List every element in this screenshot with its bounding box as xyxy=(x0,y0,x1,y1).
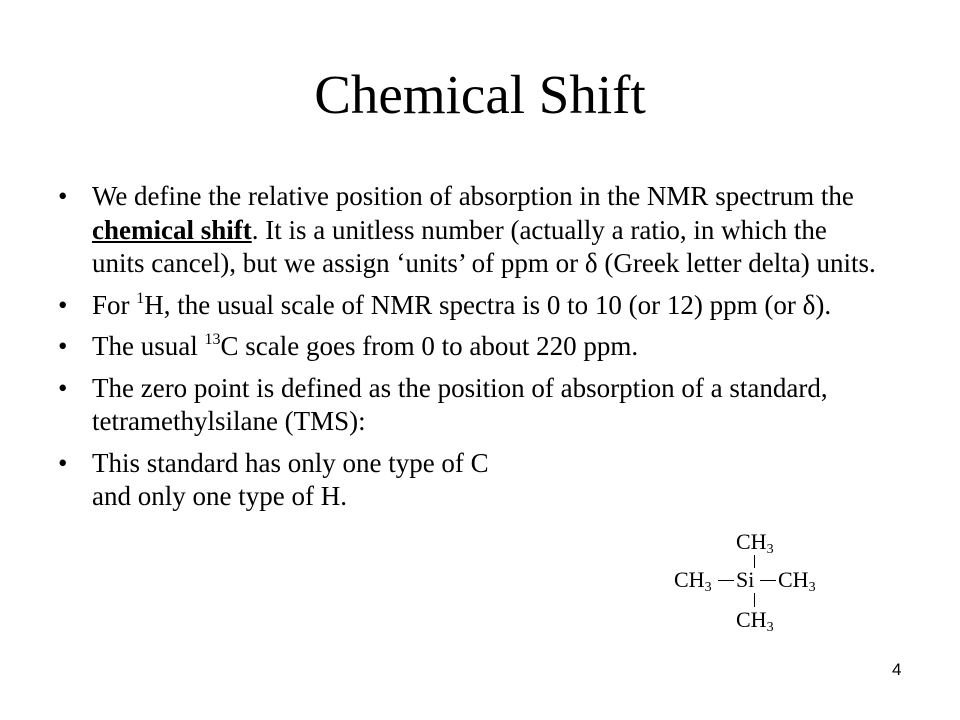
tms-right-bond xyxy=(760,580,776,581)
tms-bottom-bond xyxy=(754,593,755,607)
bullet-marker: • xyxy=(58,447,68,478)
bullet-item xyxy=(56,330,876,364)
bullet-list xyxy=(56,180,876,522)
tms-structure xyxy=(674,528,824,636)
bullet-text-segment: C scale goes from 0 to about 220 ppm. xyxy=(220,331,639,361)
bullet-text-segment: For xyxy=(92,289,137,320)
group-subscript: 3 xyxy=(766,620,774,635)
tms-right-methyl xyxy=(778,567,816,595)
group-subscript: 3 xyxy=(766,542,774,557)
tms-left-bond xyxy=(718,580,734,581)
group-label: CH xyxy=(736,529,767,554)
bullet-item xyxy=(56,447,532,514)
page-number: 4 xyxy=(892,660,902,679)
group-label: CH xyxy=(778,567,809,592)
tms-left-methyl xyxy=(674,567,712,595)
tms-bottom-methyl xyxy=(736,607,774,635)
group-label: CH xyxy=(736,607,767,632)
bullet-marker: • xyxy=(58,289,68,320)
bullet-text xyxy=(92,181,876,278)
isotope-superscript: 13 xyxy=(204,331,221,348)
bullet-text-segment: H, the usual scale of NMR spectra is 0 to 10 (or 12) ppm (or δ). xyxy=(144,289,832,320)
bullet-text: The zero point is defined as the position of absorption of a standard, tetramethylsilane (TMS): xyxy=(92,372,828,436)
bullet-item xyxy=(56,372,876,439)
bullet-item xyxy=(56,180,876,281)
group-subscript: 3 xyxy=(704,580,712,595)
tms-top-bond xyxy=(754,555,755,568)
bullet-text xyxy=(92,331,638,361)
bullet-text-segment: We define the relative position of absorption in the NMR spectrum the xyxy=(92,181,854,211)
bullet-marker: • xyxy=(58,181,68,211)
slide-title: Chemical Shift xyxy=(314,64,646,125)
bullet-text-segment: The usual xyxy=(92,331,205,361)
bullet-text: This standard has only one type of C and only one type of H. xyxy=(92,447,489,511)
bullet-text-segment: . It is a unitless number (actually a ratio, in which the units cancel), but we assign ‘units’ of ppm or δ (Greek letter delta) units. xyxy=(92,214,876,278)
group-label: CH xyxy=(674,567,705,592)
bullet-text xyxy=(92,290,831,320)
group-subscript: 3 xyxy=(808,580,816,595)
tms-top-methyl xyxy=(736,529,774,557)
isotope-superscript: 1 xyxy=(136,289,145,307)
bullet-marker: • xyxy=(58,331,68,361)
chemical-shift-term: chemical shift xyxy=(92,214,252,245)
bullet-item xyxy=(56,289,876,323)
tms-silicon: Si xyxy=(736,567,755,592)
bullet-marker: • xyxy=(58,372,68,403)
